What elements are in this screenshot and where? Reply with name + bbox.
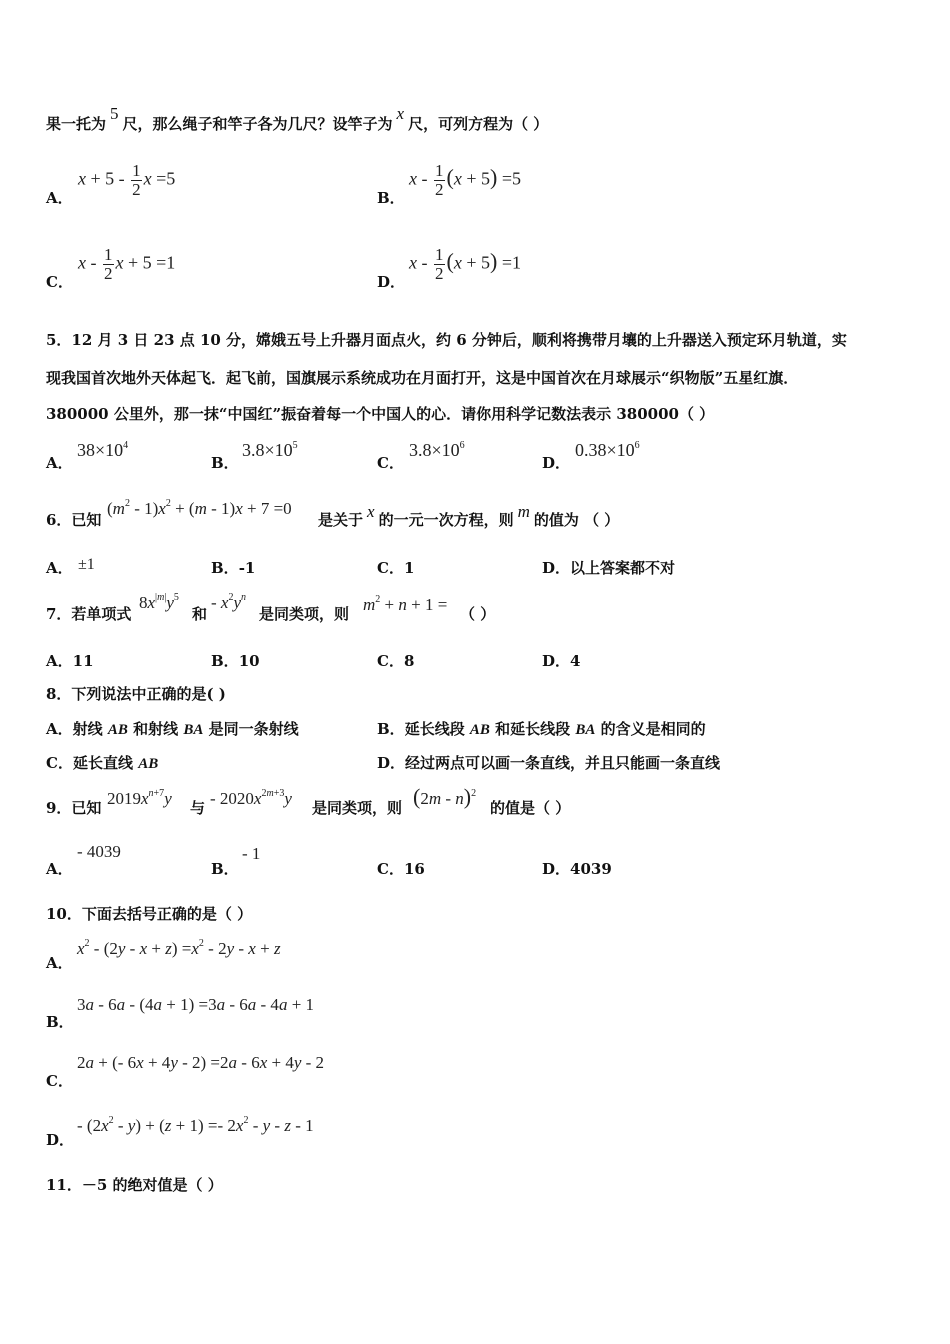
q10-option-d-label: D． — [46, 1131, 75, 1149]
q11-stem: 11．－5 的绝对值是（ ） — [46, 1176, 223, 1194]
q5-option-a-math: $38\times 10^4$ — [77, 440, 129, 460]
q10-stem: 10．下面去括号正确的是（ ） — [46, 905, 253, 923]
q8-option-a: A．射线 AB 和射线 BA 是同一条射线 — [46, 720, 299, 738]
q4-option-b-math: x - $\frac{1}{2}$ (x + 5) =5 — [409, 161, 521, 199]
q4-option-d-math: x - $\frac{1}{2}$ (x + 5) =1 — [409, 245, 521, 283]
q9-prefix: 9．已知 — [46, 799, 102, 817]
q10-option-d-math: - $(2x^2 - y) + (z + 1) =- 2x^2 - y - z - 1$ — [77, 1115, 314, 1135]
q6-equation: $(m^2 - 1)x^2 + (m - 1)x + 7 =0$ — [107, 498, 292, 518]
q5-line-1: 5．12 月 3 日 23 点 10 分，嫦娥五号上升器月面点火，约 6 分钟后，顺利将携带月壤的上升器送入预定环月轨道，实 — [46, 331, 847, 349]
q5-option-a-label: A． — [46, 454, 73, 472]
q4-option-c-label: C． — [46, 273, 73, 291]
q4-option-a-math: x + 5 - $\frac{1}{2}$ x =5 — [78, 161, 176, 199]
q4-option-b-label: B． — [377, 189, 405, 207]
q4-stem: 果一托为5尺，那么绳子和竿子各为几尺？设竿子为x尺，可列方程为（ ） — [46, 104, 549, 133]
q5-line-2: 现我国首次地外天体起飞．起飞前，国旗展示系统成功在月面打开，这是中国首次在月球展示“织物版”五星红旗． — [46, 369, 799, 387]
q7-option-d: D．4 — [542, 652, 581, 670]
q4-option-d-label: D． — [377, 273, 406, 291]
q5-line-3: 380000 公里外，那一抹“中国红”振奋着每一个中国人的心．请你用科学记数法表示 380000（ ） — [46, 405, 715, 423]
q5-option-d-math: $0.38\times 10^6$ — [575, 440, 640, 460]
q9-option-d: D．4039 — [542, 860, 612, 878]
q6-option-d-label: D．以上答案都不对 — [542, 559, 676, 577]
q10-option-c-math: 2a + (- 6x + 4y - 2) =2a - 6x + 4y - 2 — [77, 1053, 325, 1072]
q7-mid: 和 — [192, 605, 208, 623]
q7-option-c: C．8 — [377, 652, 415, 670]
q9-mid2: 是同类项，则 — [312, 799, 403, 817]
q10-option-a-label: A． — [46, 954, 73, 972]
q7-option-a: A．11 — [46, 652, 94, 670]
q5-option-d-label: D． — [542, 454, 571, 472]
q5-option-b-label: B． — [211, 454, 239, 472]
q9-option-b-label: B． — [211, 860, 239, 878]
q8-stem: 8．下列说法中正确的是( ) — [46, 685, 226, 703]
q4-option-a-label: A． — [46, 189, 73, 207]
q9-option-a-label: A． — [46, 860, 73, 878]
q6-mid: 是关于 x 的一元一次方程，则 m 的值为 （ ） — [318, 502, 620, 529]
q4-option-c-math: x - $\frac{1}{2}$ x + 5 =1 — [78, 245, 176, 283]
q5-option-b-math: $3.8\times 10^5$ — [242, 440, 298, 460]
q9-option-c: C．16 — [377, 860, 425, 878]
q5-option-c-math: $3.8\times 10^6$ — [409, 440, 465, 460]
q10-option-c-label: C． — [46, 1072, 73, 1090]
q8-option-c: C．延长直线 AB — [46, 754, 159, 772]
q7-monomial-1: $8x^{|m|}y^5$ — [139, 592, 179, 612]
q6-option-c-label: C．1 — [377, 559, 415, 577]
q7-prefix: 7．若单项式 — [46, 605, 132, 623]
q7-option-b: B．10 — [211, 652, 260, 670]
q10-option-a-math: $x^2 - (2y - x + z) =x^2 - 2y - x + z$ — [77, 938, 281, 958]
q6-option-a-text: ±1 — [78, 556, 95, 573]
q8-option-d: D．经过两点可以画一条直线，并且只能画一条直线 — [377, 754, 721, 772]
q7-monomial-2: - $x^2y^n$ — [211, 592, 247, 612]
q6-option-b-label: B．-1 — [211, 559, 256, 577]
q7-suffix: （ ） — [460, 605, 496, 623]
q10-option-b-math: 3a - 6a - (4a + 1) =3a - 6a - 4a + 1 — [77, 995, 315, 1014]
q9-monomial-1: $2019x^{n+7}y$ — [107, 788, 172, 808]
q6-prefix: 6．已知 — [46, 511, 102, 529]
q8-option-b: B．延长线段 AB 和延长线段 BA 的含义是相同的 — [377, 720, 706, 738]
q6-option-a-label: A． — [46, 559, 73, 577]
q9-mid: 与 — [190, 799, 206, 817]
q7-expression: $m^2 + n + 1$ = — [363, 594, 448, 614]
q9-option-a-text: - 4039 — [77, 842, 121, 861]
q7-mid2: 是同类项，则 — [259, 605, 350, 623]
q9-suffix: 的值是（ ） — [490, 799, 571, 817]
q9-option-b-text: - 1 — [242, 844, 261, 863]
q5-option-c-label: C． — [377, 454, 404, 472]
q10-option-b-label: B． — [46, 1013, 74, 1031]
q9-monomial-2: - $2020x^{2m+3}y$ — [210, 788, 292, 808]
q9-expression: (2m - n)$^2$ — [413, 784, 477, 809]
